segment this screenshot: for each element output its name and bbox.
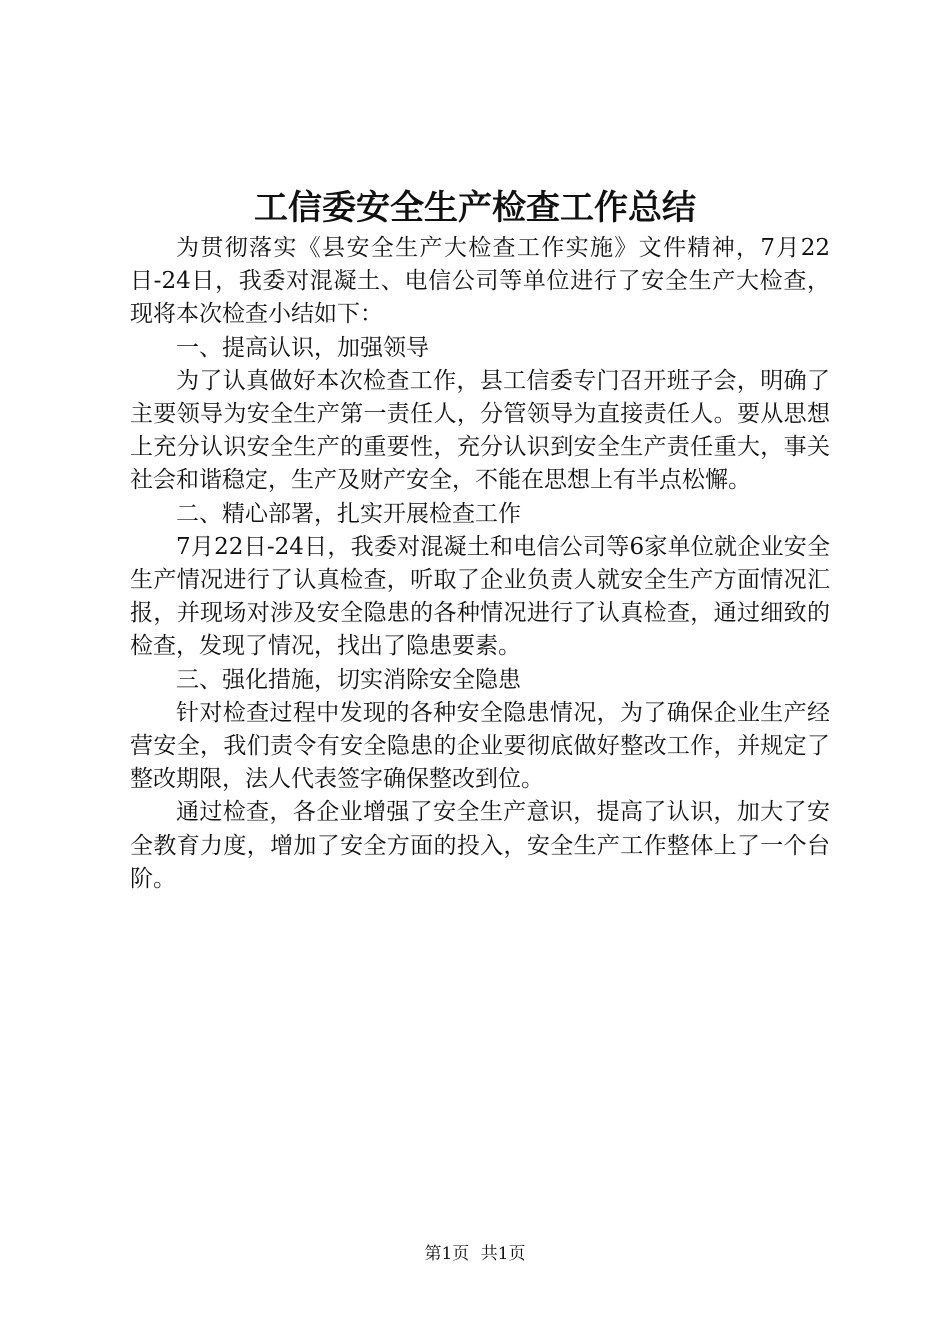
section-paragraph-3: 针对检查过程中发现的各种安全隐患情况，为了确保企业生产经营安全，我们责令有安全隐患的企业要彻底做好整改工作，并规定了整改期限，法人代表签字确保整改到位。 [130, 699, 830, 793]
document-title: 工信委安全生产检查工作总结 [254, 188, 696, 228]
page-number: 第1页 [424, 1244, 470, 1264]
section-heading-3: 三、强化措施，切实消除安全隐患 [176, 666, 521, 693]
document-body [130, 232, 830, 896]
section-paragraph-1: 为了认真做好本次检查工作，县工信委专门召开班子会，明确了主要领导为安全生产第一责任人，分管领导为直接责任人。要从思想上充分认识安全生产的重要性，充分认识到安全生产责任重大，事关社会和谐稳定，生产及财产安全，不能在思想上有半点松懈。 [130, 367, 830, 494]
conclusion-paragraph: 通过检查，各企业增强了安全生产意识，提高了认识，加大了安全教育力度，增加了安全方面的投入，安全生产工作整体上了一个台阶。 [130, 799, 830, 892]
page-footer [0, 1242, 950, 1266]
intro-paragraph: 为贯彻落实《县安全生产大检查工作实施》文件精神，7月22日-24日，我委对混凝土、电信公司等单位进行了安全生产大检查，现将本次检查小结如下： [130, 235, 830, 328]
section-paragraph-2: 7月22日-24日，我委对混凝土和电信公司等6家单位就企业安全生产情况进行了认真检查，听取了企业负责人就安全生产方面情况汇报，并现场对涉及安全隐患的各种情况进行了认真检查，通过细致的检查，发现了情况，找出了隐患要素。 [130, 533, 830, 660]
section-heading-1: 一、提高认识，加强领导 [176, 334, 429, 361]
section-heading-2: 二、精心部署，扎实开展检查工作 [176, 500, 521, 527]
page-total: 共1页 [480, 1244, 526, 1264]
